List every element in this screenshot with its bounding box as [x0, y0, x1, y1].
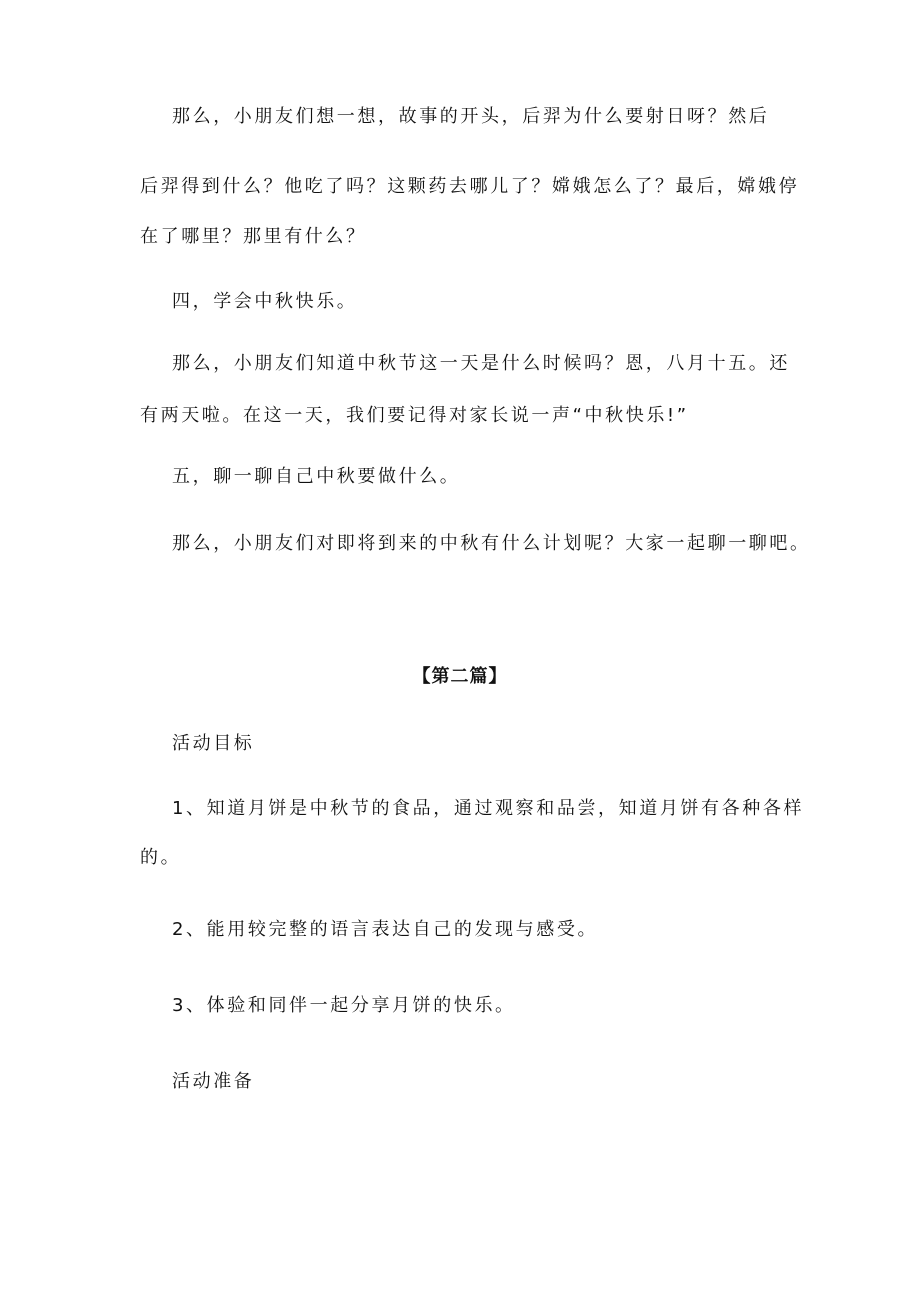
heading-mid-autumn-plans: 五，聊一聊自己中秋要做什么。 [172, 466, 461, 487]
heading-activity-goals: 活动目标 [172, 733, 255, 754]
paragraph-story-questions-line2: 后羿得到什么？他吃了吗？这颗药去哪儿了？嫦娥怎么了？最后，嫦娥停 [140, 176, 800, 197]
paragraph-mid-autumn-plans: 那么，小朋友们对即将到来的中秋有什么计划呢？大家一起聊一聊吧。 [172, 533, 811, 554]
paragraph-story-questions-line3: 在了哪里？那里有什么？ [140, 226, 367, 247]
section-title-part-two: 【第二篇】 [412, 666, 508, 687]
goal-item-1-line1: 1、知道月饼是中秋节的食品，通过观察和品尝，知道月饼有各种各样 [172, 798, 805, 819]
goal-item-1-line2: 的。 [140, 847, 182, 868]
heading-learn-happy-mid-autumn: 四，学会中秋快乐。 [172, 291, 358, 312]
goal-item-2: 2、能用较完整的语言表达自己的发现与感受。 [172, 919, 599, 940]
heading-activity-preparation: 活动准备 [172, 1071, 255, 1092]
goal-item-3: 3、体验和同伴一起分享月饼的快乐。 [172, 995, 516, 1016]
paragraph-story-questions-line1: 那么，小朋友们想一想，故事的开头，后羿为什么要射日呀？然后 [172, 106, 770, 127]
paragraph-mid-autumn-date-line2: 有两天啦。在这一天，我们要记得对家长说一声“中秋快乐!” [140, 405, 689, 426]
paragraph-mid-autumn-date-line1: 那么，小朋友们知道中秋节这一天是什么时候吗？恩，八月十五。还 [172, 353, 790, 374]
